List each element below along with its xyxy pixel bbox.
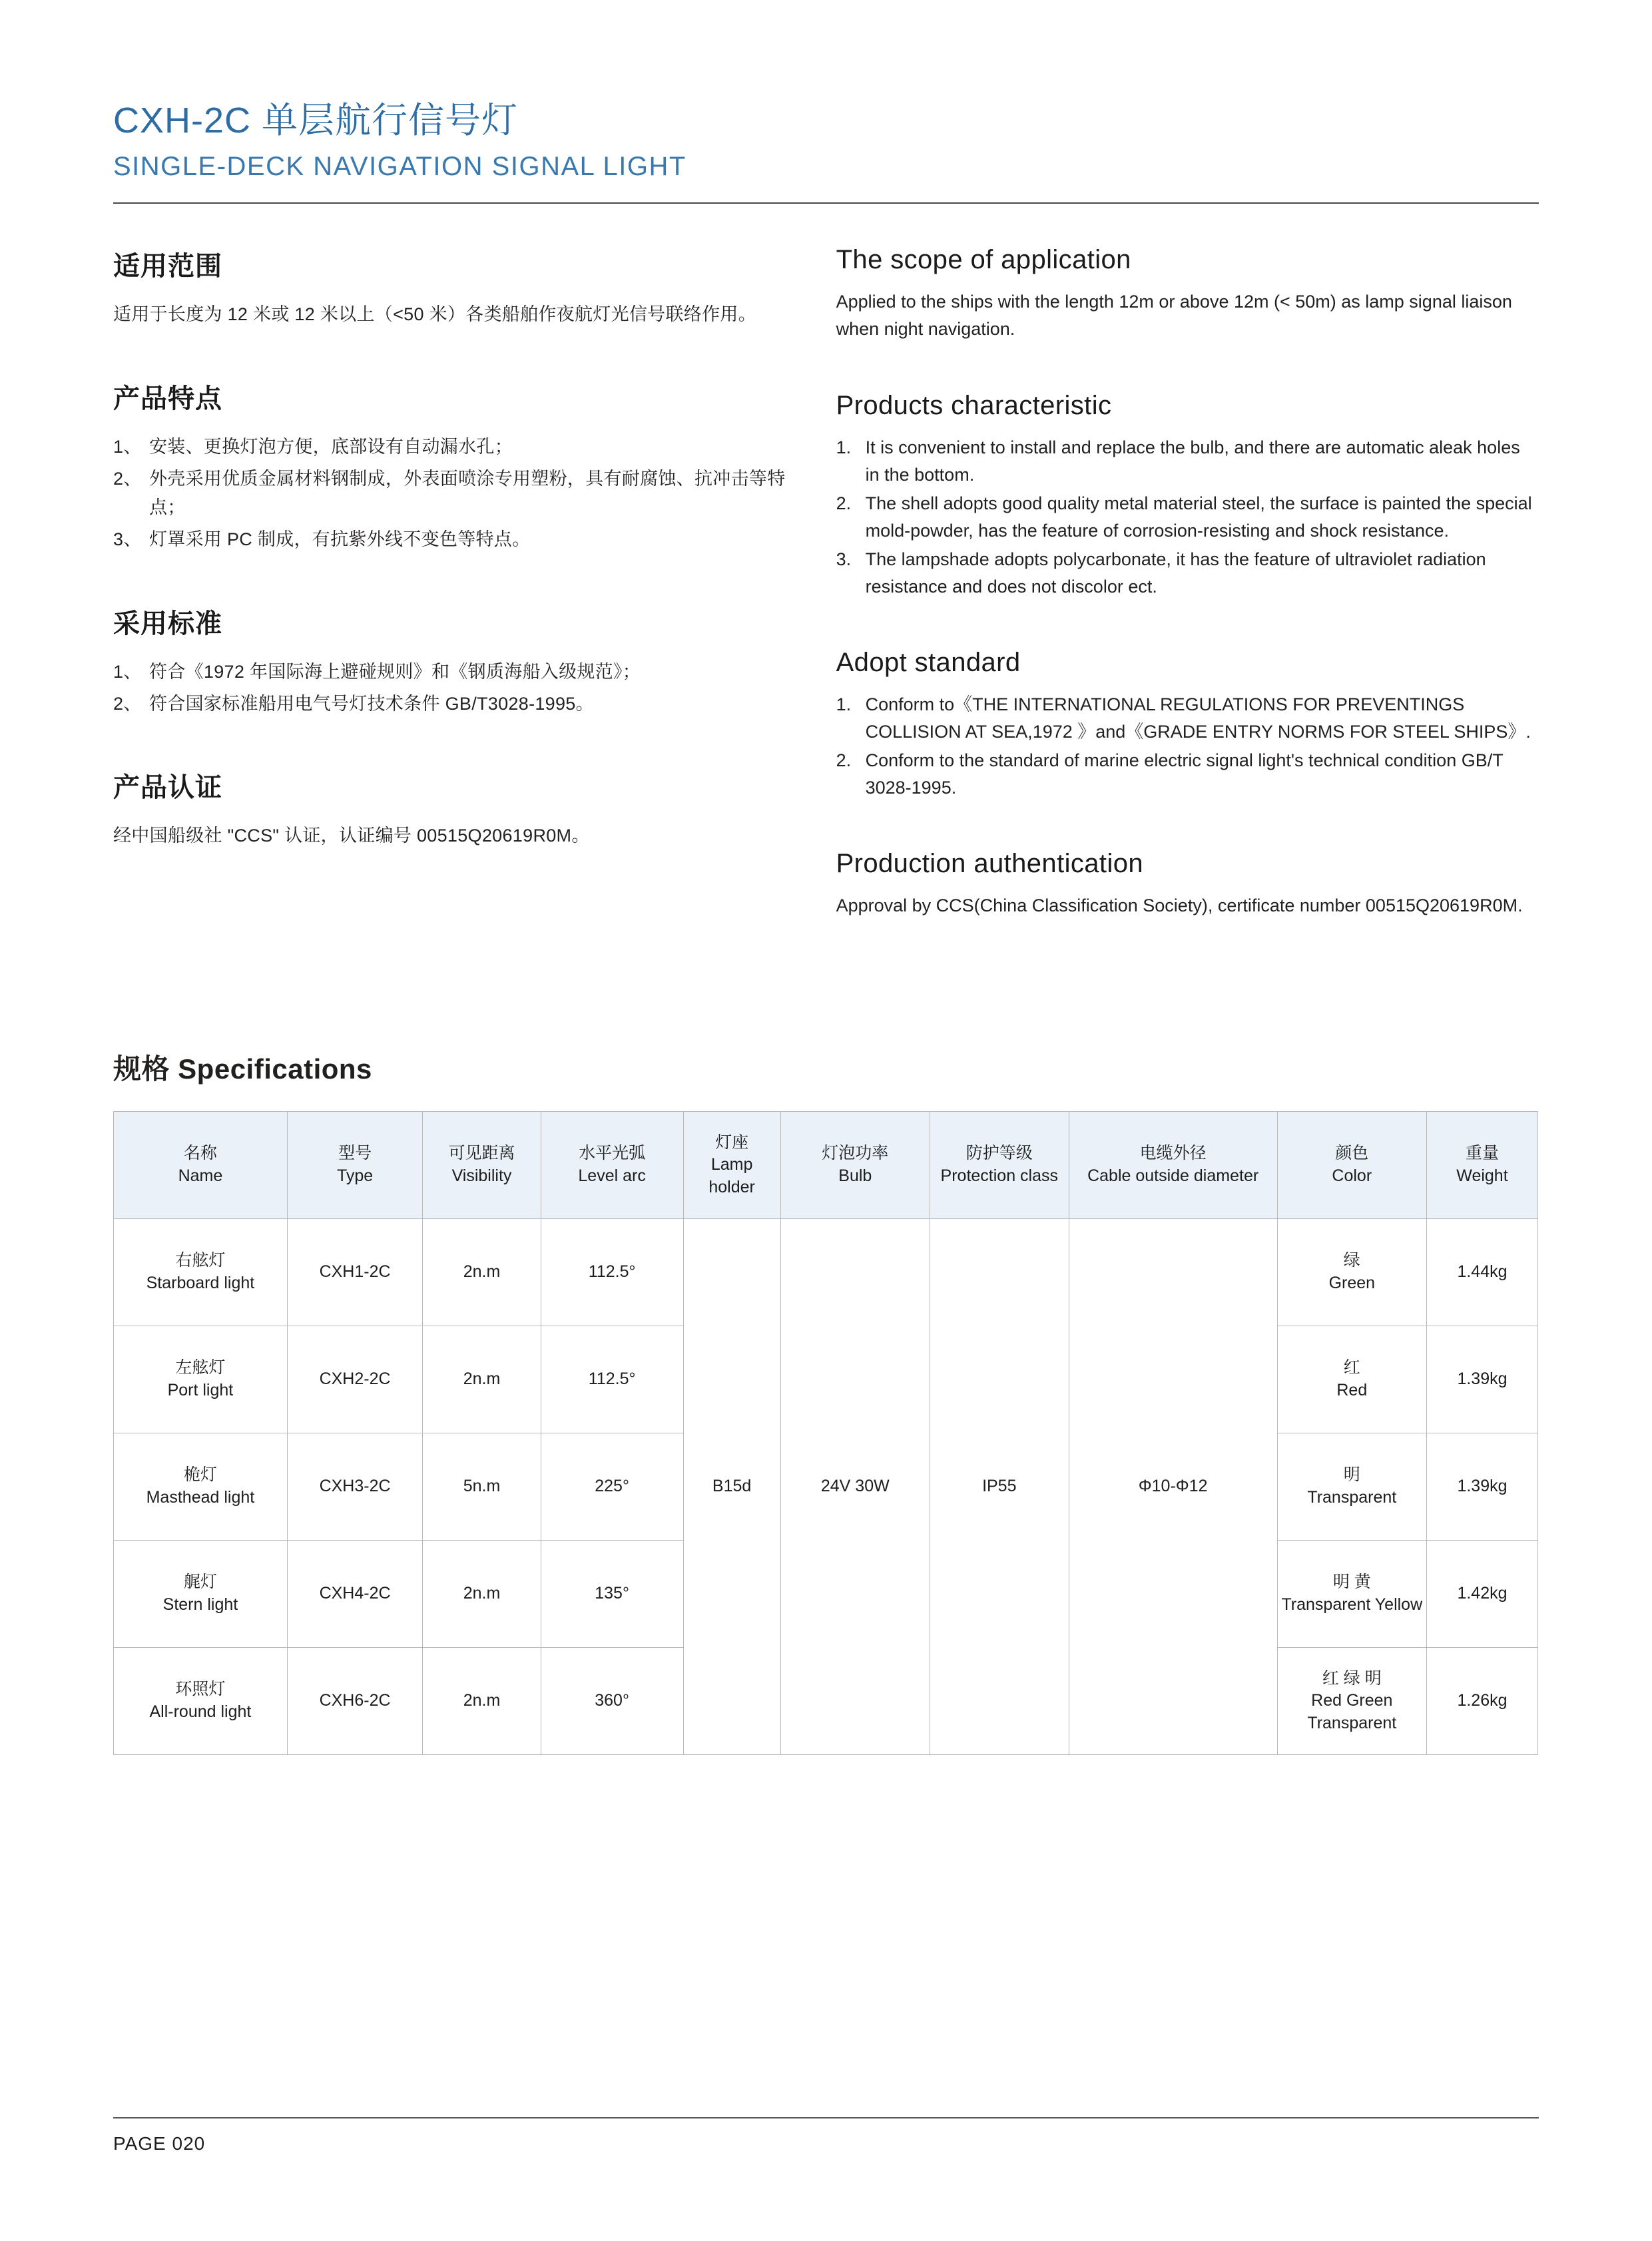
section-scope-cn [113, 245, 790, 330]
cell-name-cn: 桅灯 [183, 1465, 217, 1485]
list-item-text: Conform to《THE INTERNATIONAL REGULATIONS FOR PREVENTINGS COLLISION AT SEA,1972 》and《GRADE ENTRY NORMS FOR STEEL SHIPS》. [865, 694, 1531, 742]
header-cn: 水平光弧 [579, 1144, 646, 1163]
cell-weight: 1.42kg [1426, 1541, 1537, 1648]
header-cn: 电缆外径 [1139, 1144, 1207, 1163]
cell-name [114, 1648, 288, 1755]
header-cn: 灯泡功率 [822, 1144, 889, 1163]
header-cn: 颜色 [1335, 1144, 1369, 1163]
section-standard-en [836, 648, 1539, 801]
header-en: Bulb [838, 1166, 872, 1186]
section-heading-scope-cn: 适用范围 [113, 252, 222, 282]
specifications-table [113, 1111, 1538, 1755]
list-item [113, 525, 790, 555]
section-heading-features-cn: 产品特点 [113, 383, 222, 413]
list-item [836, 691, 1539, 745]
list-item-marker: 1. [836, 437, 852, 458]
list-item-marker: 3、 [113, 529, 142, 550]
cell-color-cn: 绿 [1343, 1251, 1360, 1270]
cell-color [1277, 1433, 1426, 1541]
cell-visibility: 2n.m [423, 1219, 541, 1326]
footer-divider [113, 2117, 1539, 2118]
header-en: Cable outside diameter [1087, 1166, 1259, 1186]
header-en: Weight [1456, 1166, 1508, 1186]
features-list-en [836, 434, 1539, 600]
section-heading-standard-en: Adopt standard [836, 648, 1021, 678]
features-list-cn [113, 433, 790, 555]
list-item [836, 747, 1539, 801]
cell-color [1277, 1541, 1426, 1648]
list-item [113, 465, 790, 523]
cell-name [114, 1541, 288, 1648]
column-english [836, 245, 1539, 967]
cell-type: CXH4-2C [287, 1541, 422, 1648]
cell-name-cn: 左舷灯 [175, 1358, 226, 1377]
cell-color [1277, 1326, 1426, 1433]
list-item [113, 690, 790, 719]
column-header-name [114, 1112, 288, 1219]
header-en: Color [1332, 1166, 1372, 1186]
section-certification-en [836, 849, 1539, 919]
document-footer [113, 2117, 1539, 2154]
list-item [836, 434, 1539, 488]
cell-color-en: Transparent [1307, 1488, 1397, 1507]
cell-visibility: 2n.m [423, 1648, 541, 1755]
cell-name-en: All-round light [149, 1702, 252, 1722]
column-header-protection-class [930, 1112, 1069, 1219]
list-item-marker: 3. [836, 549, 852, 570]
cell-bulb: 24V 30W [780, 1219, 930, 1755]
list-item-text: 外壳采用优质金属材料钢制成，外表面喷涂专用塑粉，具有耐腐蚀、抗冲击等特点； [149, 468, 786, 518]
column-header-type [287, 1112, 422, 1219]
section-scope-en [836, 245, 1539, 343]
header-cn: 防护等级 [965, 1144, 1033, 1163]
section-certification-cn [113, 766, 790, 851]
specifications-title: 规格 Specifications [113, 1053, 372, 1085]
list-item-marker: 1、 [113, 436, 142, 457]
list-item [836, 490, 1539, 544]
standards-list-cn [113, 658, 790, 718]
cell-type: CXH3-2C [287, 1433, 422, 1541]
cell-type: CXH6-2C [287, 1648, 422, 1755]
table-header-row [114, 1112, 1538, 1219]
list-item [113, 658, 790, 687]
header-divider [113, 202, 1539, 204]
cell-name-en: Port light [167, 1381, 234, 1400]
header-cn: 可见距离 [448, 1144, 515, 1163]
cell-name-cn: 艉灯 [183, 1573, 217, 1592]
page-title-cn: CXH-2C 单层航行信号灯 [113, 101, 519, 140]
section-heading-standard-cn: 采用标准 [113, 609, 222, 638]
cell-color [1277, 1219, 1426, 1326]
cell-visibility: 2n.m [423, 1326, 541, 1433]
cell-color-cn: 明 黄 [1332, 1573, 1371, 1592]
header-cn: 型号 [338, 1144, 372, 1163]
page-number: PAGE 020 [113, 2133, 206, 2154]
cell-protection-class: IP55 [930, 1219, 1069, 1755]
list-item [836, 546, 1539, 600]
list-item-text: 符合《1972 年国际海上避碰规则》和《钢质海船入级规范》； [149, 661, 641, 682]
cell-name [114, 1219, 288, 1326]
header-en: Protection class [940, 1166, 1059, 1186]
list-item-marker: 2. [836, 750, 852, 771]
column-header-visibility [423, 1112, 541, 1219]
list-item-marker: 1. [836, 694, 852, 715]
section-heading-certification-cn: 产品认证 [113, 773, 222, 803]
section-features-en [836, 391, 1539, 600]
cell-name-en: Masthead light [146, 1488, 255, 1507]
list-item-text: It is convenient to install and replace the bulb, and there are automatic aleak holes in the bottom. [865, 437, 1520, 485]
standards-list-en [836, 691, 1539, 801]
header-cn: 灯座 [715, 1132, 749, 1152]
cell-weight: 1.44kg [1426, 1219, 1537, 1326]
list-item-marker: 2、 [113, 693, 142, 714]
cell-name [114, 1326, 288, 1433]
cell-color-en: Red [1336, 1381, 1368, 1400]
column-header-bulb [780, 1112, 930, 1219]
cell-level-arc: 360° [541, 1648, 683, 1755]
cell-name-cn: 右舷灯 [175, 1251, 226, 1270]
section-heading-scope-en: The scope of application [836, 245, 1131, 275]
cell-weight: 1.26kg [1426, 1648, 1537, 1755]
cell-color-cn: 明 [1343, 1465, 1360, 1485]
list-item-text: 灯罩采用 PC 制成，有抗紫外线不变色等特点。 [149, 529, 531, 550]
cell-color-en: Green [1328, 1274, 1376, 1293]
cell-name [114, 1433, 288, 1541]
cell-visibility: 2n.m [423, 1541, 541, 1648]
header-en: Lamp holder [708, 1155, 755, 1197]
page-title-en: SINGLE-DECK NAVIGATION SIGNAL LIGHT [113, 152, 687, 182]
list-item-marker: 2. [836, 493, 852, 514]
section-text-certification-en: Approval by CCS(China Classification Society), certificate number 00515Q20619R0M. [836, 895, 1523, 916]
cell-lamp-holder: B15d [683, 1219, 780, 1755]
list-item-text: The shell adopts good quality metal material steel, the surface is painted the special mold-powder, has the feature of corrosion-resisting and shock resistance. [865, 493, 1532, 541]
column-header-cable-diameter [1069, 1112, 1277, 1219]
header-en: Visibility [451, 1166, 512, 1186]
section-text-scope-en: Applied to the ships with the length 12m or above 12m (< 50m) as lamp signal liaison when night navigation. [836, 292, 1512, 340]
list-item-marker: 1、 [113, 661, 142, 682]
cell-visibility: 5n.m [423, 1433, 541, 1541]
list-item-marker: 2、 [113, 468, 142, 489]
cell-color-en: Red Green Transparent [1307, 1691, 1397, 1733]
header-en: Name [178, 1166, 223, 1186]
section-text-scope-cn: 适用于长度为 12 米或 12 米以上（<50 米）各类船舶作夜航灯光信号联络作用。 [113, 304, 756, 325]
body-columns [113, 245, 1539, 967]
cell-type: CXH1-2C [287, 1219, 422, 1326]
cell-color [1277, 1648, 1426, 1755]
section-text-certification-cn: 经中国船级社 "CCS" 认证，认证编号 00515Q20619R0M。 [113, 826, 590, 846]
cell-color-en: Transparent Yellow [1281, 1595, 1423, 1615]
column-header-color [1277, 1112, 1426, 1219]
cell-cable-diameter: Φ10-Φ12 [1069, 1219, 1277, 1755]
section-features-cn [113, 377, 790, 555]
cell-name-cn: 环照灯 [175, 1680, 226, 1699]
cell-type: CXH2-2C [287, 1326, 422, 1433]
cell-level-arc: 135° [541, 1541, 683, 1648]
list-item [113, 433, 790, 462]
column-header-weight [1426, 1112, 1537, 1219]
table-row [114, 1219, 1538, 1326]
header-cn: 重量 [1465, 1144, 1499, 1163]
list-item-text: The lampshade adopts polycarbonate, it has the feature of ultraviolet radiation resistance and does not discolor ect. [865, 549, 1486, 597]
column-header-level-arc [541, 1112, 683, 1219]
cell-color-cn: 红 [1343, 1358, 1360, 1377]
header-en: Type [336, 1166, 374, 1186]
section-standard-cn [113, 603, 790, 718]
cell-name-en: Stern light [162, 1595, 238, 1615]
cell-level-arc: 112.5° [541, 1326, 683, 1433]
cell-weight: 1.39kg [1426, 1433, 1537, 1541]
column-header-lamp-holder [683, 1112, 780, 1219]
cell-name-en: Starboard light [146, 1274, 255, 1293]
header-cn: 名称 [183, 1144, 217, 1163]
cell-weight: 1.39kg [1426, 1326, 1537, 1433]
column-chinese [113, 245, 836, 967]
cell-color-cn: 红 绿 明 [1322, 1668, 1382, 1688]
list-item-text: Conform to the standard of marine electric signal light's technical condition GB/T 3028-1995. [865, 750, 1504, 798]
list-item-text: 安装、更换灯泡方便，底部设有自动漏水孔； [149, 436, 513, 457]
specifications-section [113, 1047, 1539, 1755]
document-header [113, 0, 1539, 204]
cell-level-arc: 112.5° [541, 1219, 683, 1326]
section-heading-certification-en: Production authentication [836, 849, 1144, 879]
cell-level-arc: 225° [541, 1433, 683, 1541]
list-item-text: 符合国家标准船用电气号灯技术条件 GB/T3028-1995。 [149, 693, 594, 714]
header-en: Level arc [578, 1166, 646, 1186]
section-heading-features-en: Products characteristic [836, 391, 1112, 421]
